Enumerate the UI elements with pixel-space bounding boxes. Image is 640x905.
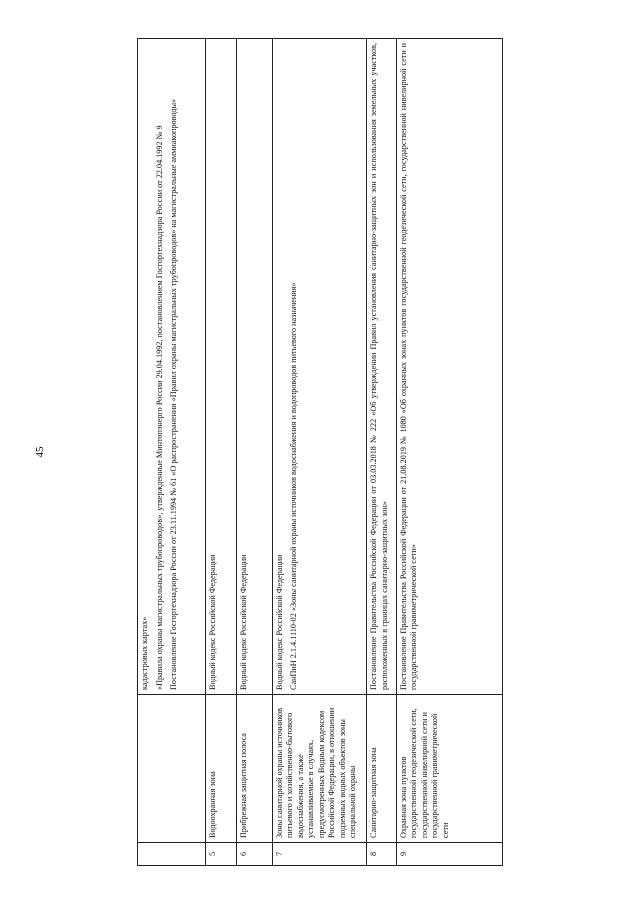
rotated-page-content [137, 38, 503, 866]
table-row-continuation [138, 39, 206, 866]
table-row [396, 39, 502, 866]
legal-basis-paragraph: Постановление Правительства Российской Федерации от 03.03.2018 № 222 «Об утверждении Правил установления санитарно-защитных зон и использования земельных участков, расположенных в границах санитарно-защитных зон» [369, 43, 389, 690]
zone-name-cell [138, 695, 206, 843]
zone-name: Охранная зона пунктов государственной геодезической сети, государственной нивелирной сети и государственной гравиметрической сети [396, 695, 502, 843]
table-row [272, 39, 366, 866]
legal-basis-paragraph: Водный кодекс Российской Федерации [207, 554, 217, 690]
row-number: 7 [272, 843, 366, 866]
legal-basis-cell [236, 39, 272, 695]
legal-basis-cell [205, 39, 236, 695]
row-number: 6 [236, 843, 272, 866]
page-number: 45 [34, 446, 46, 458]
restrictions-table [137, 38, 503, 866]
row-number: 8 [367, 843, 397, 866]
zone-name: Прибрежная защитная полоса [236, 695, 272, 843]
zone-name: Санитарно-защитная зона [367, 695, 397, 843]
legal-basis-paragraph: Постановление Госгортехнадзора России от 23.11.1994 № 61 «О распространении «Правил охраны магистральных трубопроводов» на магистральные аммиакопроводы» [169, 98, 178, 690]
legal-basis-paragraph: Водный кодекс Российской Федерации [238, 554, 248, 690]
row-number: 5 [205, 843, 236, 866]
number-cell [138, 843, 206, 866]
legal-basis-paragraph: Постановление Правительства Российской Федерации от 21.08.2019 № 1080 «Об охранных зонах пунктов государственной геодезической сети, государственной нивелирной сети и государственной гравиметрической сети» [398, 43, 419, 690]
legal-basis-cell [138, 39, 206, 695]
legal-basis-cell [396, 39, 502, 695]
table-row [205, 39, 236, 866]
zone-name: Зоны санитарной охраны источников питьевого и хозяйственно-бытового водоснабжения, а также устанавливаемые в случаях, предусмотренных Водным кодексом Российской Федерации, в отношении подземных водных объектов зоны специальной охраны [272, 695, 366, 843]
table-body [138, 39, 503, 866]
legal-basis-cell [272, 39, 366, 695]
legal-basis-cell [367, 39, 397, 695]
legal-basis-paragraph: «Правила охраны магистральных трубопроводов», утвержденные Минтопэнерго России 29.04.1992, постановлением Госгортехнадзора России от 22.04.1992 № 9 [154, 125, 164, 690]
legal-basis-paragraph: кадастровых картах» [140, 616, 149, 690]
legal-basis-paragraph: Водный кодекс Российской Федерации [274, 554, 284, 690]
legal-basis-paragraph: СанПиН 2.1.4.1110-02 «Зоны санитарной охраны источников водоснабжения и водопроводов питьевого назначения» [289, 282, 299, 690]
table-row [236, 39, 272, 866]
table-row [367, 39, 397, 866]
row-number: 9 [396, 843, 502, 866]
zone-name: Водоохранная зона [205, 695, 236, 843]
